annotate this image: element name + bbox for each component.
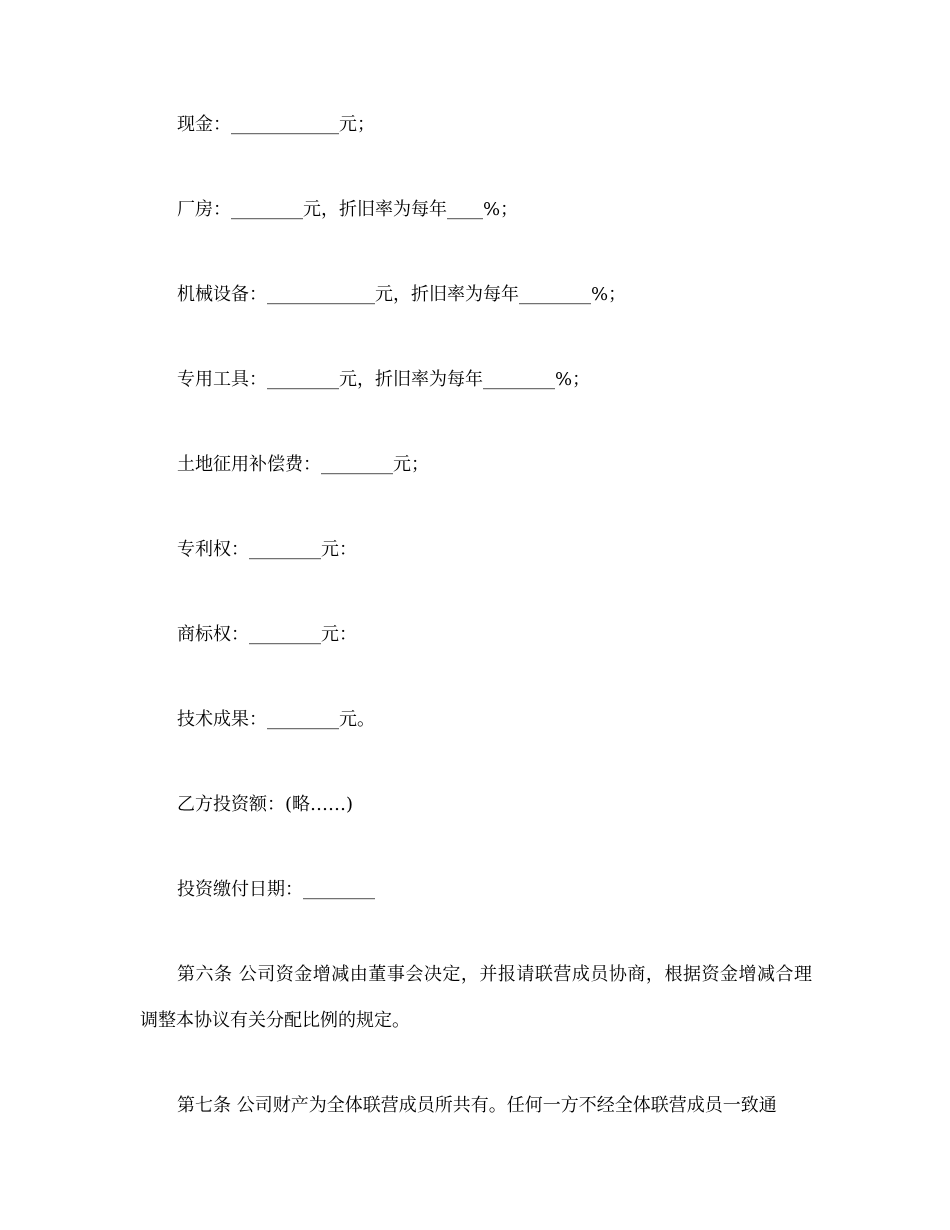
trademark-line: 商标权：________元： [177,624,357,645]
land-compensation-line: 土地征用补偿费：________元； [177,454,429,475]
article-6: 第六条 公司资金增减由董事会决定，并报请联营成员协商，根据资金增减合理调整本协议有关分配比例的规定。 [140,964,812,1031]
payment-date-line: 投资缴付日期：________ [177,879,375,900]
technology-line: 技术成果：________元。 [177,709,375,730]
cash-line: 现金：____________元； [177,114,375,135]
article-7: 第七条 公司财产为全体联营成员所共有。任何一方不经全体联营成员一致通 [177,1095,777,1116]
plant-line: 厂房：________元，折旧率为每年____%； [177,199,519,220]
special-tools-line: 专用工具：________元，折旧率为每年________%； [177,369,591,390]
machinery-line: 机械设备：____________元，折旧率为每年________%； [177,284,627,305]
party-b-investment-line: 乙方投资额：(略……) [177,794,354,815]
patent-line: 专利权：________元： [177,539,357,560]
